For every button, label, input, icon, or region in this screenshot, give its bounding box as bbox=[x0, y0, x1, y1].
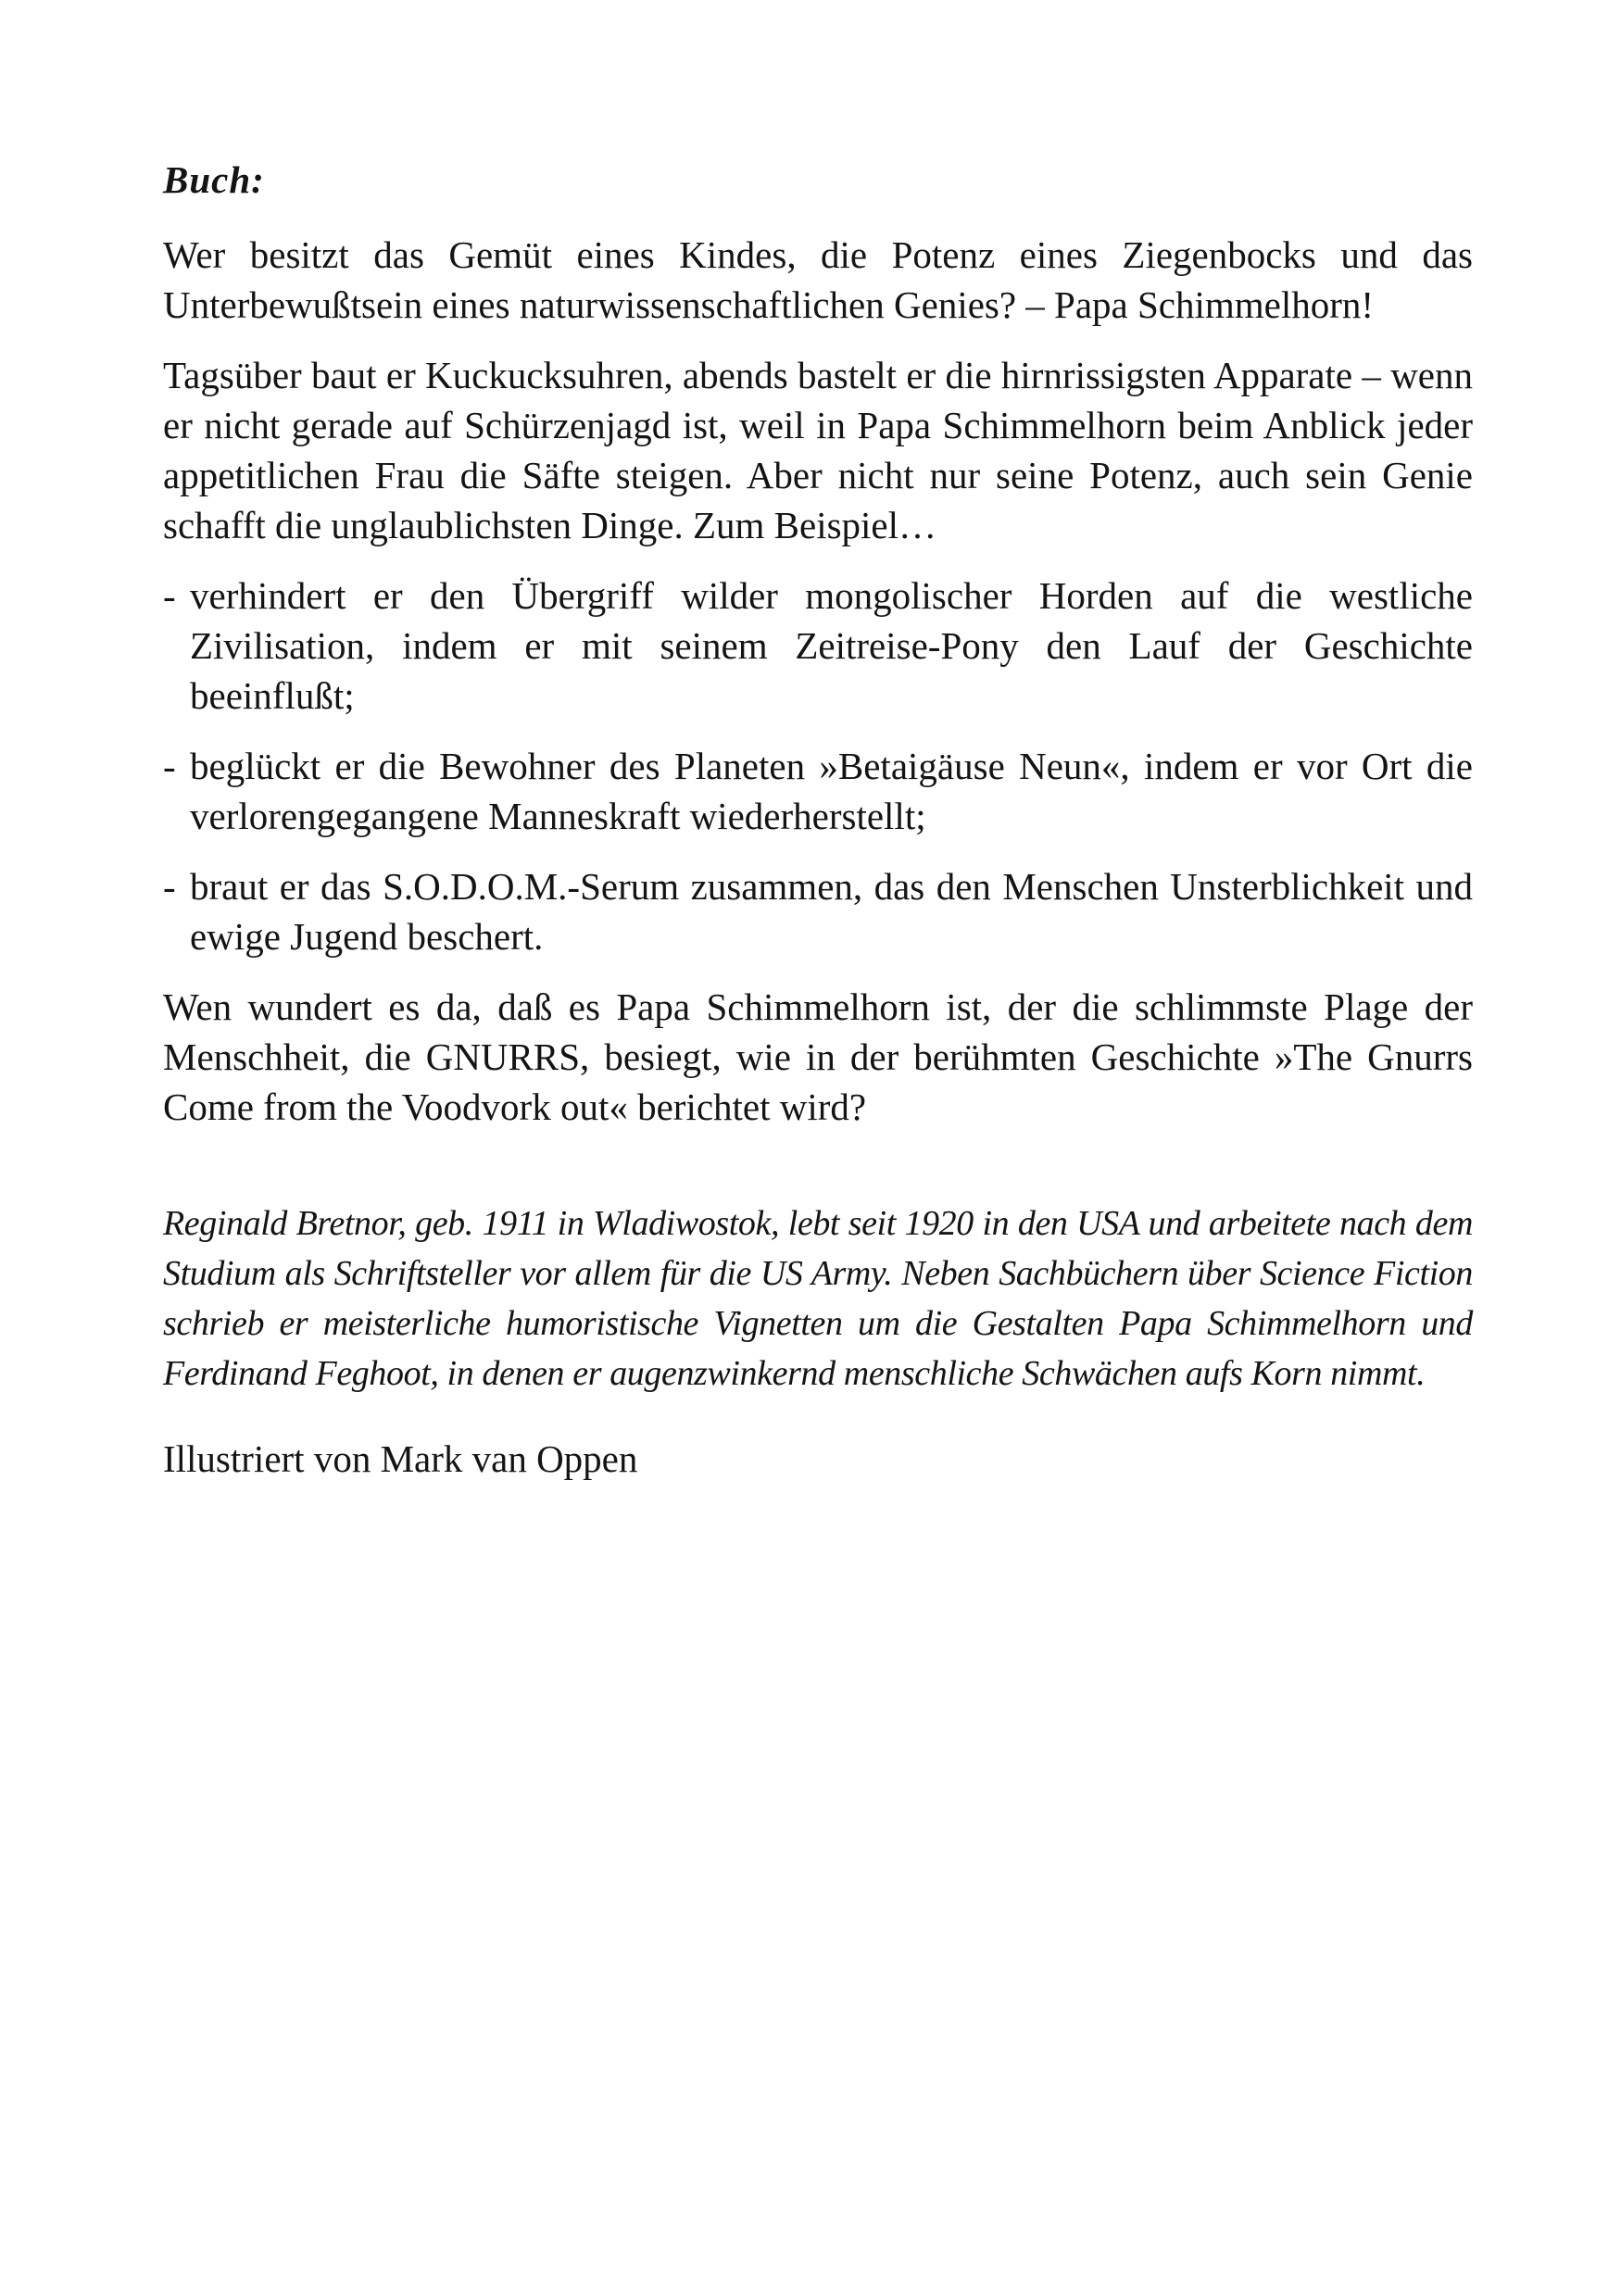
list-item bbox=[163, 861, 1473, 961]
closing-paragraph: Wen wundert es da, daß es Papa Schimmelhorn ist, der die schlimmste Plage der Menschheit, die GNURRS, besiegt, wie in der berühmten Geschichte »The Gnurrs Come from the Voodvork out« berichtet wird? bbox=[163, 985, 1473, 1128]
list-dash: - bbox=[163, 865, 176, 908]
list-item bbox=[163, 741, 1473, 841]
list-item-text: braut er das S.O.D.O.M.-Serum zusammen, das den Menschen Unsterblichkeit und ewige Jugend beschert. bbox=[190, 865, 1473, 958]
page-content bbox=[163, 156, 1473, 1484]
list-dash: - bbox=[163, 745, 176, 787]
list-item-text: beglückt er die Bewohner des Planeten »Betaigäuse Neun«, indem er vor Ort die verlorengegangene Manneskraft wiederherstellt; bbox=[190, 745, 1473, 837]
list-dash: - bbox=[163, 574, 176, 617]
section-heading: Buch: bbox=[163, 158, 265, 201]
examples-list bbox=[163, 571, 1473, 961]
list-item bbox=[163, 571, 1473, 721]
author-bio: Reginald Bretnor, geb. 1911 in Wladiwostok, lebt seit 1920 in den USA und arbeitete nach dem Studium als Schriftsteller vor allem für die US Army. Neben Sachbüchern über Science Fiction schrieb er meisterliche humoristische Vignetten um die Gestalten Papa Schimmelhorn und Ferdinand Feghoot, in denen er augenzwinkernd menschliche Schwächen aufs Korn nimmt. bbox=[163, 1204, 1473, 1393]
description-paragraph: Tagsüber baut er Kuckucksuhren, abends bastelt er die hirnrissigsten Apparate – wenn er nicht gerade auf Schürzenjagd ist, weil in Papa Schimmelhorn beim Anblick jeder appetitlichen Frau die Säfte steigen. Aber nicht nur seine Potenz, auch sein Genie schafft die unglaublichsten Dinge. Zum Beispiel… bbox=[163, 354, 1473, 546]
illustrator-credit: Illustriert von Mark van Oppen bbox=[163, 1437, 638, 1480]
intro-paragraph: Wer besitzt das Gemüt eines Kindes, die Potenz eines Ziegenbocks und das Unterbewußtsein eines naturwissenschaftlichen Genies? – Papa Schimmelhorn! bbox=[163, 233, 1473, 326]
list-item-text: verhindert er den Übergriff wilder mongolischer Horden auf die westliche Zivilisation, indem er mit seinem Zeitreise-Pony den Lauf der Geschichte beeinflußt; bbox=[190, 574, 1473, 717]
